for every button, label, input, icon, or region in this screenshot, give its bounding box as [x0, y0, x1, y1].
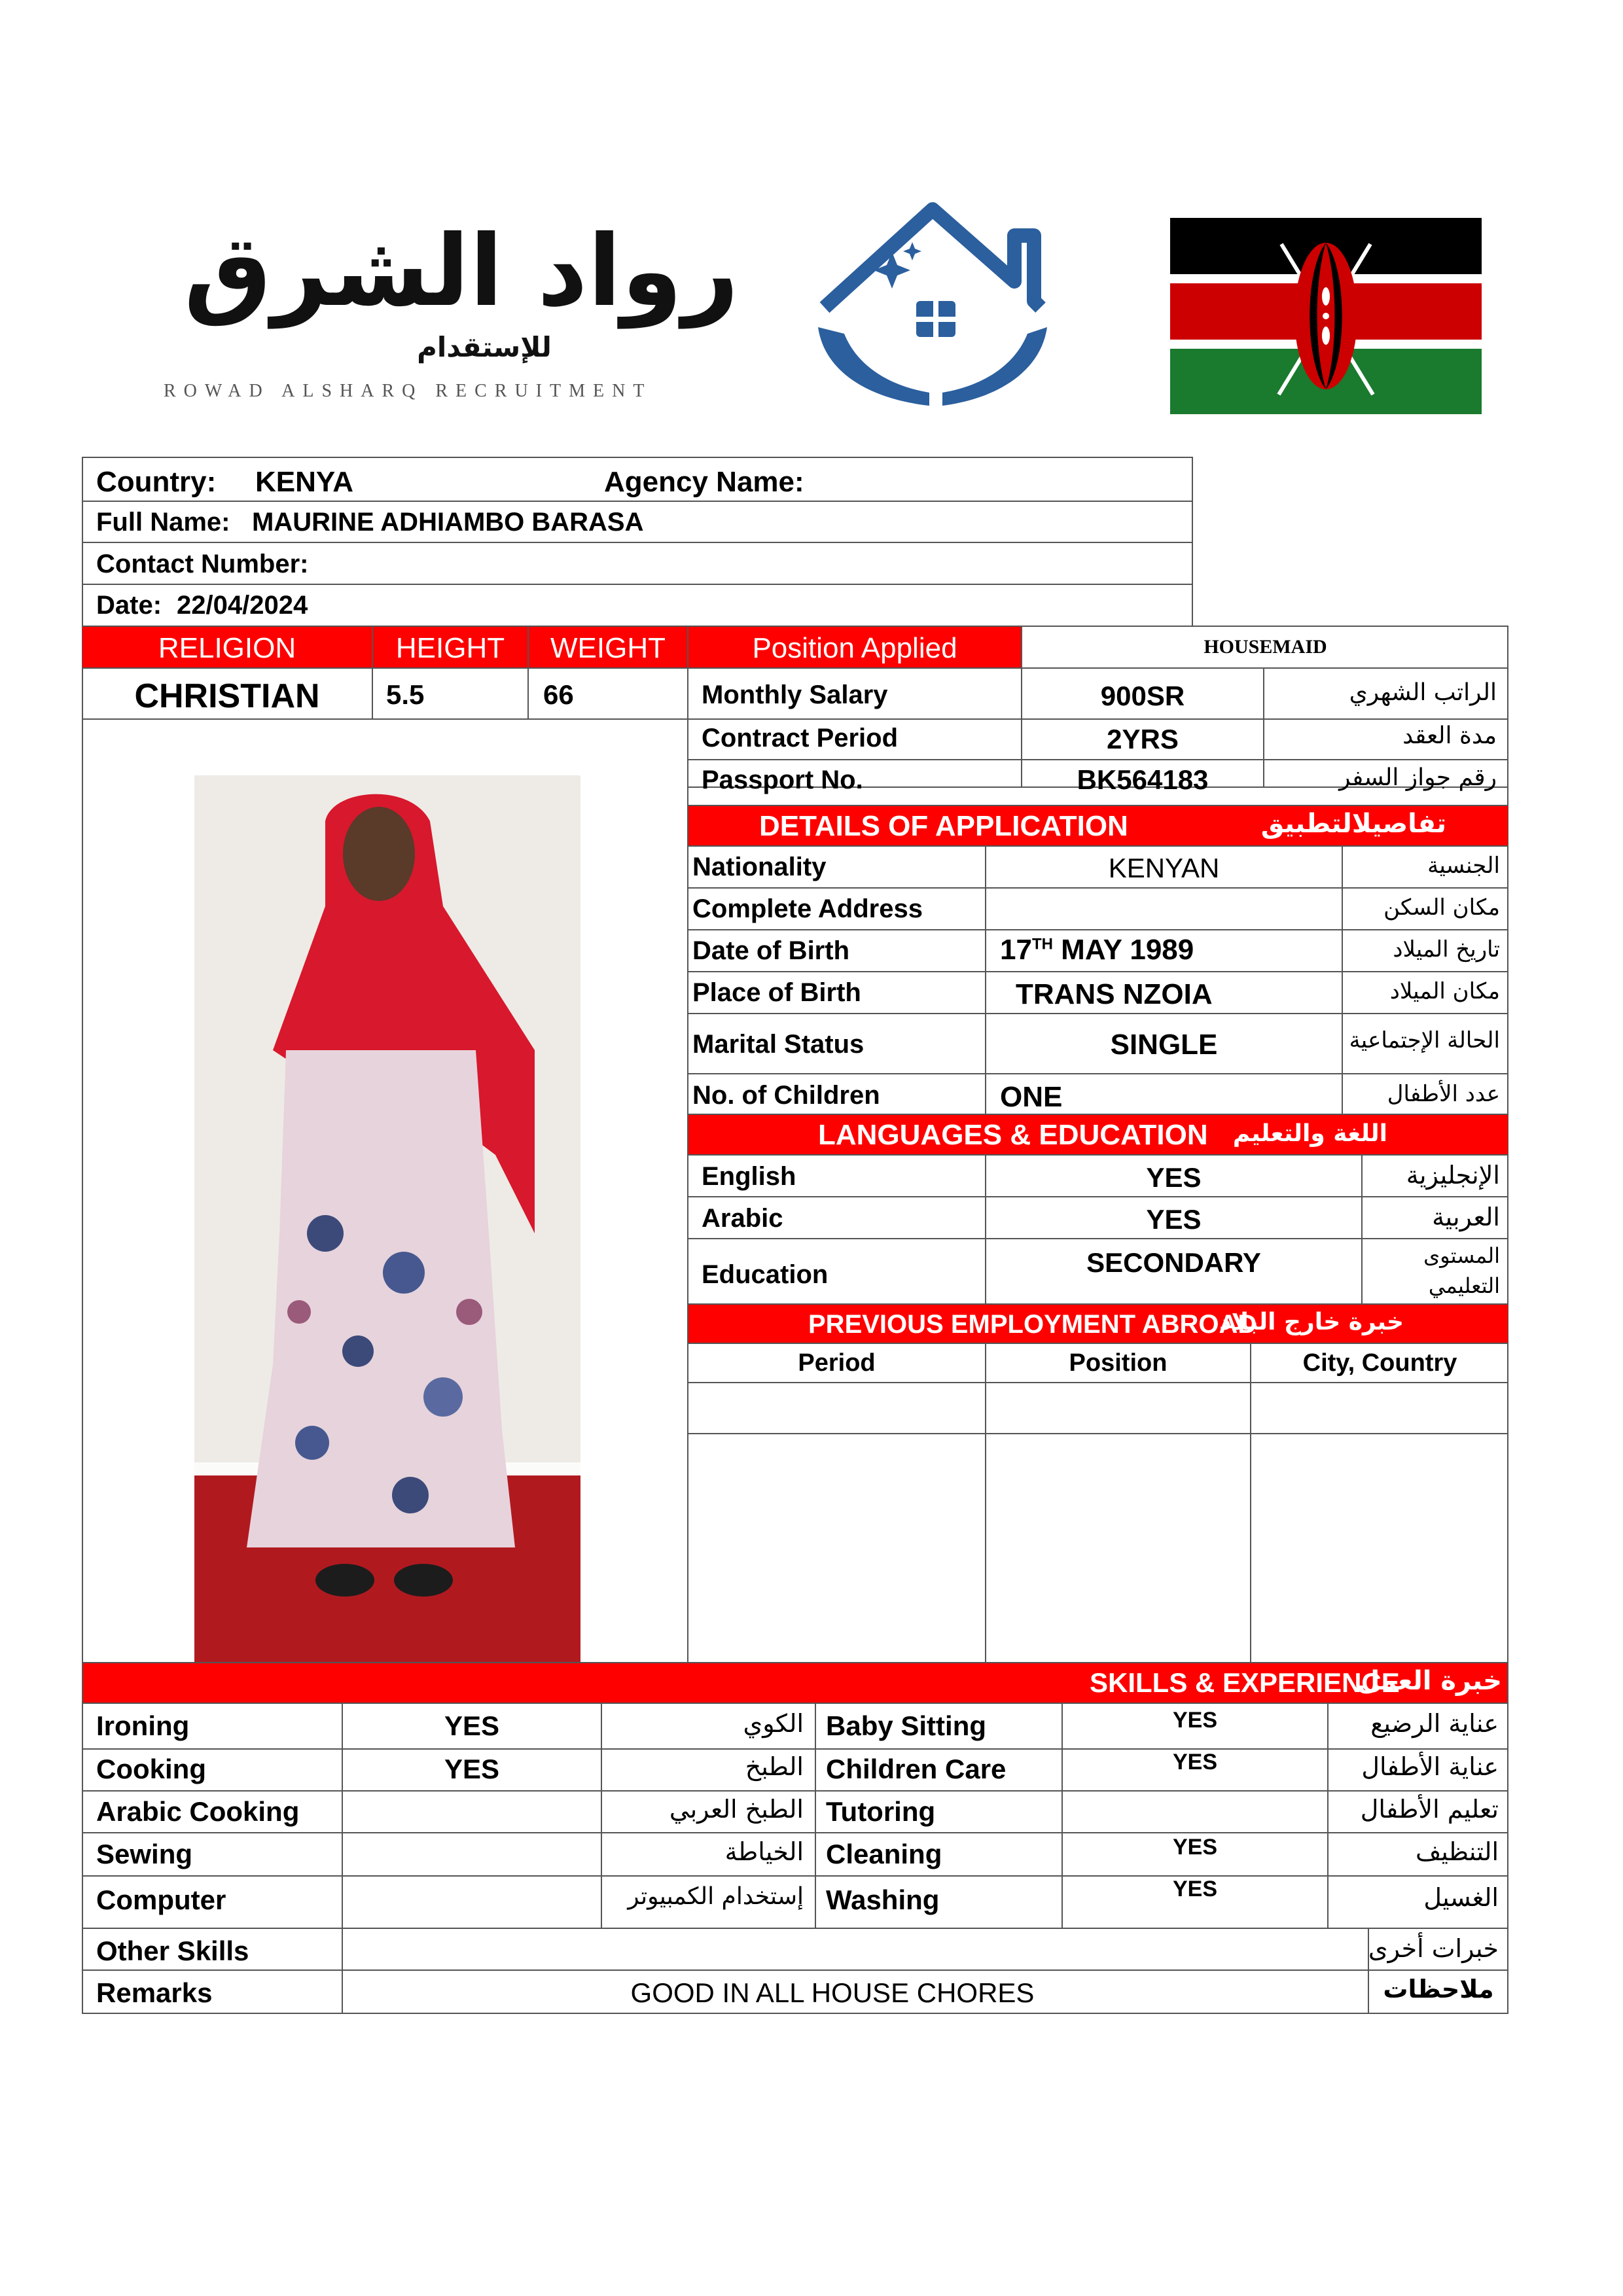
marital-value: SINGLE: [1110, 1029, 1218, 1061]
ironing-value: YES: [444, 1710, 500, 1741]
height-header: HEIGHT: [395, 632, 505, 664]
position-applied-value: HOUSEMAID: [1204, 636, 1327, 658]
dob-value: [1000, 934, 1194, 966]
cleaning-value: YES: [1172, 1835, 1218, 1860]
logo-arabic-title: رواد الشرق: [184, 215, 739, 328]
address-arabic: مكان السكن: [1383, 894, 1500, 921]
remarks-arabic: ملاحظات: [1383, 1975, 1494, 2004]
education-arabic-line2: التعليمي: [1428, 1273, 1500, 1298]
marital-label: Marital Status: [692, 1030, 865, 1059]
remarks-label: Remarks: [96, 1977, 213, 2008]
agency-label: Agency Name:: [604, 466, 804, 498]
monthly-salary-label: Monthly Salary: [702, 680, 888, 709]
nationality-value: KENYAN: [1108, 853, 1220, 883]
children-care-value: YES: [1172, 1750, 1218, 1775]
ironing-arabic: الكوي: [743, 1709, 804, 1738]
baby-sitting-arabic: عناية الرضيع: [1370, 1709, 1499, 1738]
country-label: Country:: [96, 466, 217, 498]
weight-value: 66: [543, 679, 574, 710]
passport-value: BK564183: [1077, 764, 1209, 795]
education-arabic-line1: المستوى: [1423, 1243, 1500, 1268]
dob-month-year: MAY 1989: [1052, 934, 1194, 966]
address-label: Complete Address: [692, 894, 923, 923]
contract-period-label: Contract Period: [702, 724, 899, 752]
marital-arabic: الحالة الإجتماعية: [1349, 1027, 1500, 1053]
employment-header: PREVIOUS EMPLOYMENT ABROAD: [808, 1310, 1257, 1339]
baby-sitting-label: Baby Sitting: [826, 1710, 987, 1741]
languages-header-arabic: اللغة والتعليم: [1232, 1120, 1387, 1147]
dob-suffix: TH: [1031, 935, 1053, 953]
dob-day: 17: [1000, 934, 1032, 966]
contract-period-arabic: مدة العقد: [1402, 722, 1497, 749]
ironing-label: Ironing: [96, 1710, 190, 1741]
computer-arabic: إستخدام الكمبيوتر: [628, 1883, 804, 1910]
pob-label: Place of Birth: [692, 978, 861, 1007]
washing-value: YES: [1172, 1877, 1218, 1901]
passport-arabic: رقم جواز السفر: [1339, 764, 1497, 791]
full-name-label: Full Name:: [96, 508, 230, 537]
details-header-arabic: تفاصيلالتطبيق: [1260, 809, 1446, 839]
children-arabic: عدد الأطفال: [1387, 1081, 1500, 1107]
cooking-arabic: الطبخ: [745, 1752, 804, 1781]
monthly-salary-value: 900SR: [1100, 680, 1185, 711]
weight-header: WEIGHT: [550, 632, 666, 664]
logo-arabic-subtitle: للإستقدام: [417, 331, 552, 363]
washing-arabic: الغسيل: [1423, 1883, 1499, 1912]
employment-col-city: City, Country: [1302, 1349, 1457, 1377]
cleaning-arabic: التنظيف: [1415, 1837, 1499, 1866]
contact-label: Contact Number:: [96, 550, 309, 578]
pob-arabic: مكان الميلاد: [1389, 978, 1500, 1004]
children-care-arabic: عناية الأطفال: [1361, 1752, 1499, 1781]
religion-value: CHRISTIAN: [134, 677, 320, 715]
passport-label: Passport No.: [702, 766, 863, 794]
house-hands-icon: [798, 196, 1073, 419]
education-value: SECONDARY: [1086, 1247, 1261, 1278]
cooking-value: YES: [444, 1754, 500, 1784]
employment-col-position: Position: [1069, 1349, 1168, 1377]
tutoring-arabic: تعليم الأطفال: [1360, 1795, 1499, 1824]
education-label: Education: [702, 1260, 829, 1289]
contract-period-value: 2YRS: [1107, 724, 1179, 754]
other-skills-label: Other Skills: [96, 1935, 249, 1966]
cooking-label: Cooking: [96, 1754, 206, 1784]
skills-header: SKILLS & EXPERIENCE: [1090, 1667, 1400, 1698]
sewing-arabic: الخياطة: [724, 1837, 804, 1866]
computer-label: Computer: [96, 1884, 226, 1915]
height-value: 5.5: [386, 679, 425, 710]
dob-arabic: تاريخ الميلاد: [1393, 936, 1500, 963]
religion-header: RELIGION: [158, 632, 296, 664]
tutoring-label: Tutoring: [826, 1796, 936, 1827]
english-arabic: الإنجليزية: [1406, 1161, 1500, 1190]
date-value: 22/04/2024: [177, 591, 308, 620]
monthly-salary-arabic: الراتب الشهري: [1349, 679, 1497, 706]
children-value: ONE: [1000, 1081, 1063, 1113]
full-name-value: MAURINE ADHIAMBO BARASA: [252, 508, 644, 537]
kenya-flag-icon: [1170, 218, 1482, 414]
nationality-label: Nationality: [692, 853, 827, 881]
country-value: KENYA: [255, 466, 353, 498]
employment-col-period: Period: [798, 1349, 876, 1377]
remarks-value: GOOD IN ALL HOUSE CHORES: [630, 1977, 1035, 2008]
other-skills-arabic: خبرات أخرى: [1368, 1934, 1499, 1963]
nationality-arabic: الجنسية: [1427, 853, 1500, 879]
children-label: No. of Children: [692, 1081, 880, 1110]
pob-value: TRANS NZOIA: [1016, 978, 1213, 1010]
applicant-photo: [194, 775, 580, 1662]
position-applied-header: Position Applied: [752, 632, 957, 664]
employment-header-arabic: خبرة خارج البلاد: [1219, 1309, 1404, 1335]
baby-sitting-value: YES: [1172, 1708, 1218, 1733]
languages-header: LANGUAGES & EDUCATION: [818, 1119, 1208, 1151]
arabic-value: YES: [1146, 1204, 1202, 1235]
children-care-label: Children Care: [826, 1754, 1007, 1784]
arabic-cooking-arabic: الطبخ العربي: [669, 1795, 804, 1824]
logo-english-name: ROWAD ALSHARQ RECRUITMENT: [164, 381, 652, 401]
company-logo: [131, 196, 1073, 419]
english-label: English: [702, 1162, 796, 1191]
arabic-arabic: العربية: [1432, 1203, 1500, 1231]
date-label: Date:: [96, 591, 162, 620]
skills-header-arabic: خبرة العمل: [1357, 1666, 1502, 1696]
english-value: YES: [1146, 1162, 1202, 1193]
washing-label: Washing: [826, 1884, 940, 1915]
arabic-label: Arabic: [702, 1204, 783, 1233]
cleaning-label: Cleaning: [826, 1839, 942, 1869]
sewing-label: Sewing: [96, 1839, 193, 1869]
details-header: DETAILS OF APPLICATION: [759, 810, 1128, 842]
dob-label: Date of Birth: [692, 936, 849, 965]
arabic-cooking-label: Arabic Cooking: [96, 1796, 300, 1827]
